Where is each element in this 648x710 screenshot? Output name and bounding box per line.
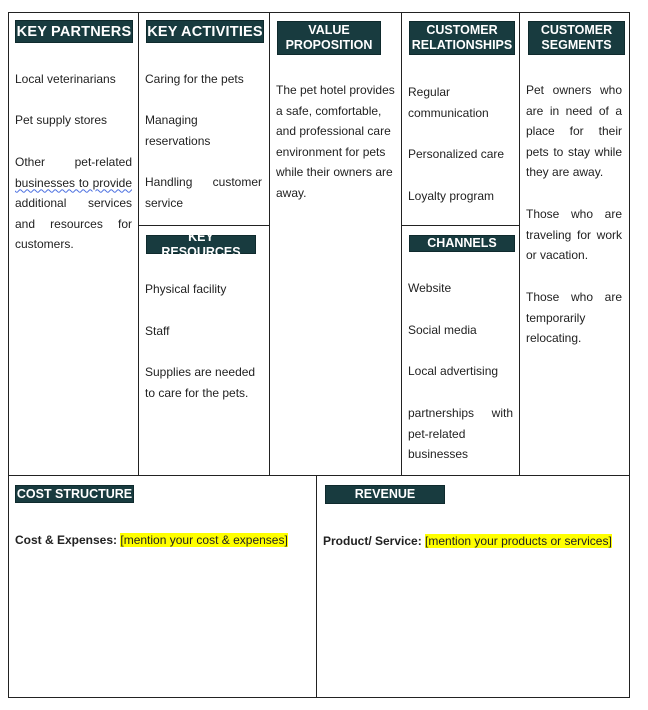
grid-divider-3 xyxy=(401,12,402,475)
partner-other-businesses xyxy=(15,152,132,255)
grid-divider-1 xyxy=(138,12,139,475)
grid-divider-2 xyxy=(269,12,270,475)
cost-structure-header xyxy=(15,485,134,503)
channel-advertising: Local advertising xyxy=(408,364,499,378)
key-activities-title: KEY ACTIVITIES xyxy=(147,23,263,40)
activity-managing xyxy=(145,110,263,151)
value-proposition-title-line1: VALUE xyxy=(308,23,350,37)
relationship-regular-line2: communication xyxy=(408,105,489,120)
resource-supplies-line1: Supplies are needed xyxy=(145,365,256,379)
value-proposition-text xyxy=(276,80,396,204)
activity-managing-line2: reservations xyxy=(145,133,211,148)
cost-structure-line xyxy=(15,530,313,551)
segment-travelers xyxy=(526,204,622,266)
segment-line: traveling for work xyxy=(526,227,622,242)
key-activities-header xyxy=(146,20,264,43)
resource-supplies xyxy=(145,362,265,403)
segment-line: place for their xyxy=(526,124,622,139)
segment-relocating xyxy=(526,287,622,349)
relationship-personalized: Personalized care xyxy=(408,147,505,161)
value-proposition-header xyxy=(277,21,381,55)
value-line: and professional care xyxy=(276,124,391,139)
value-line: a safe, comfortable, xyxy=(276,103,382,118)
segment-line: or vacation. xyxy=(526,248,589,263)
grid-activities-resources-split xyxy=(138,225,269,226)
revenue-header xyxy=(325,485,445,504)
resource-staff: Staff xyxy=(145,324,170,338)
partner-other-line5: customers. xyxy=(15,237,74,252)
channels-title: CHANNELS xyxy=(427,236,497,250)
relationship-regular-line1: Regular xyxy=(408,85,451,99)
grid-right-border xyxy=(629,12,630,698)
revenue-placeholder: [mention your products or services] xyxy=(425,534,612,548)
relationship-loyalty: Loyalty program xyxy=(408,189,495,203)
partner-other-line1: Other pet-related xyxy=(15,155,132,169)
revenue-label: Product/ Service: xyxy=(323,534,422,548)
customer-segments-header xyxy=(528,21,625,55)
partner-other-line2 xyxy=(15,173,132,194)
activity-managing-line1: Managing xyxy=(145,113,198,127)
grid-relationships-channels-split xyxy=(401,225,519,226)
segment-line: Pet owners who xyxy=(526,83,622,97)
channels-header xyxy=(409,235,515,252)
revenue-line xyxy=(323,531,623,552)
value-line: The pet hotel provides xyxy=(276,83,395,97)
key-partners-title: KEY PARTNERS xyxy=(16,23,132,40)
value-line: away. xyxy=(276,185,307,200)
segment-line: they are away. xyxy=(526,165,604,180)
partner-veterinarians: Local veterinarians xyxy=(15,72,116,86)
partner-other-line4: and resources for xyxy=(15,216,132,231)
customer-relationships-title-line1: CUSTOMER xyxy=(426,23,498,37)
activity-caring: Caring for the pets xyxy=(145,72,244,86)
resource-supplies-line2: to care for the pets. xyxy=(145,385,249,400)
segment-line: are in need of a xyxy=(526,103,622,118)
value-proposition-title-line2: PROPOSITION xyxy=(285,38,373,52)
segment-line: temporarily xyxy=(526,310,586,325)
cost-placeholder: [mention your cost & expenses] xyxy=(120,533,288,547)
key-resources-title: KEY RESOURCES xyxy=(161,229,241,259)
channel-partnerships-line1: partnerships with xyxy=(408,406,513,420)
channel-partnerships-line3: businesses xyxy=(408,447,469,462)
activity-handling-line2: service xyxy=(145,195,184,210)
segment-line: Those who are xyxy=(526,290,622,304)
customer-relationships-title-line2: RELATIONSHIPS xyxy=(411,38,513,52)
segment-line: pets to stay while xyxy=(526,144,622,159)
grid-top-border xyxy=(8,12,630,13)
partner-pet-supply: Pet supply stores xyxy=(15,113,108,127)
segment-pet-owners xyxy=(526,80,622,183)
value-line: environment for pets xyxy=(276,144,386,159)
grid-left-border xyxy=(8,12,9,698)
grid-bottom-border xyxy=(8,697,630,698)
grid-middle-border xyxy=(8,475,630,476)
channel-partnerships xyxy=(408,403,513,465)
grid-divider-4 xyxy=(519,12,520,475)
cost-label: Cost & Expenses: xyxy=(15,533,118,547)
customer-segments-title-line1: CUSTOMER xyxy=(540,23,613,37)
key-partners-header xyxy=(15,20,133,43)
revenue-title: REVENUE xyxy=(354,487,416,501)
partner-other-line3: additional services xyxy=(15,196,132,211)
channel-social: Social media xyxy=(408,323,477,337)
value-line: while their owners are xyxy=(276,165,393,180)
relationship-regular xyxy=(408,82,516,123)
channel-partnerships-line2: pet-related xyxy=(408,426,466,441)
spellcheck-underline: businesses to provide xyxy=(15,175,132,190)
cost-structure-title: COST STRUCTURE xyxy=(16,486,133,501)
activity-handling-line1: Handling customer xyxy=(145,175,262,189)
customer-relationships-header xyxy=(409,21,515,55)
key-resources-header xyxy=(146,229,256,259)
segment-line: relocating. xyxy=(526,331,582,346)
activity-handling xyxy=(145,172,262,213)
channel-website: Website xyxy=(408,281,452,295)
grid-divider-bottom xyxy=(316,475,317,697)
segment-line: Those who are xyxy=(526,207,622,221)
resource-facility: Physical facility xyxy=(145,282,227,296)
customer-segments-title-line2: SEGMENTS xyxy=(541,38,612,52)
